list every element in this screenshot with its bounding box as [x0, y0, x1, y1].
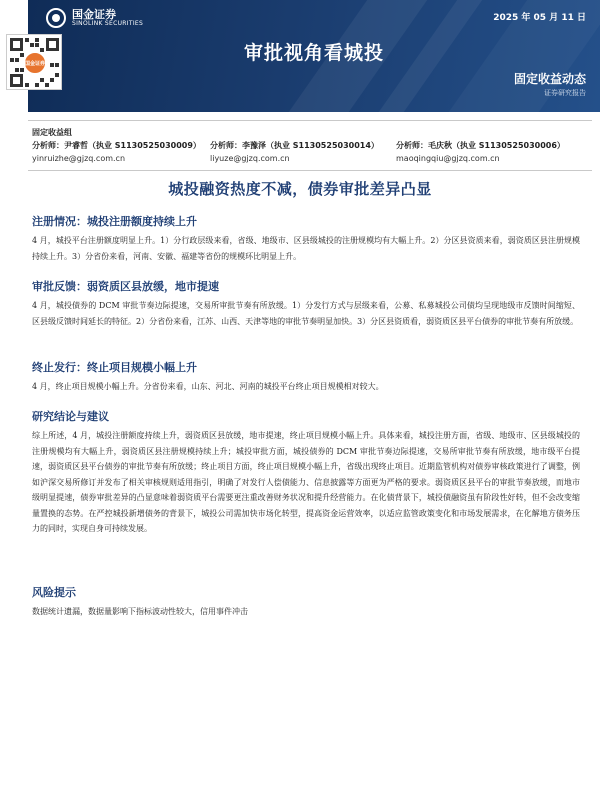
- section-body: 综上所述，4 月，城投注册额度持续上升，弱资质区县放缓，地市提速，终止项目规模小幅上升。具体来看，城投注册方面，省级、地级市、区县级城投的注册规模均有大幅上升，弱资质区县注册规模持续上升；城投审批方面，城投债券的 DCM 审批节奏边际提速，交易所审批节奏有所放缓，地市级平台提速，弱资质区县平台债券的审批节奏有所放缓；终止项目方面，终止项目规模小幅上升，省级出现终止项目。近期监管机构对债券审核政策进行了调整，例如沪深交易所修订并发布了相关审核规则适用指引，明确了对发行人偿债能力、信息披露等方面更为严格的要求。弱资质区县平台的审批节奏放缓，而地市级明显提速，债券审批差异的凸显意味着弱资质平台需要更注重改善财务状况和提升经营能力。在化债背景下，城投债融资虽有阶段性好转，但不会改变缩量置换的态势。在严控城投新增债务的背景下，城投公司需加快市场化转型，提高资金运营效率，以适应监管政策变化和市场发展需求，在化解地方债务压力的同时，实现自身可持续发展。: [32, 431, 580, 533]
- qr-module: [25, 83, 29, 87]
- qr-module: [20, 53, 24, 57]
- team-name: 固定收益组: [32, 128, 72, 137]
- analyst-email[interactable]: yinruizhe@gjzq.com.cn: [32, 154, 126, 163]
- logo-icon: [46, 8, 66, 28]
- section-approval: [32, 278, 580, 329]
- analyst-name: 分析师：李豫泽（执业 S1130525030014）: [210, 141, 379, 150]
- qr-module: [25, 38, 29, 42]
- section-body: 4 月，终止项目规模小幅上升。分省份来看，山东、河北、河南的城投平台终止项目规模相对较大。: [32, 382, 384, 391]
- qr-module: [35, 83, 39, 87]
- qr-center-logo: [23, 51, 47, 75]
- qr-module: [15, 58, 19, 62]
- qr-module: [50, 63, 54, 67]
- qr-finder-mark: [10, 74, 23, 87]
- report-category: 固定收益动态: [513, 72, 586, 86]
- section-heading: 研究结论与建议: [32, 410, 109, 423]
- divider: [28, 120, 592, 121]
- section-termination: [32, 359, 580, 395]
- report-type: 证券研究报告: [544, 89, 586, 97]
- company-logo: [46, 8, 143, 28]
- analyst-name: 分析师：毛庆秋（执业 S1130525030006）: [396, 141, 565, 150]
- analyst-email[interactable]: liyuze@gjzq.com.cn: [210, 154, 290, 163]
- section-heading: 审批反馈：弱资质区县放缓，地市提速: [32, 280, 219, 293]
- qr-module: [55, 73, 59, 77]
- report-date: 2025 年 05 月 11 日: [493, 13, 586, 23]
- qr-module: [10, 58, 14, 62]
- analyst-email[interactable]: maoqingqiu@gjzq.com.cn: [396, 154, 500, 163]
- qr-module: [15, 68, 19, 72]
- analyst-name: 分析师：尹睿哲（执业 S1130525030009）: [32, 141, 201, 150]
- analyst-entry: [32, 140, 210, 163]
- logo-name-cn: 国金证券: [72, 7, 116, 21]
- section-risk: [32, 584, 580, 620]
- qr-module: [55, 63, 59, 67]
- section-body: 数据统计遗漏，数据量影响下指标波动性较大，信用事件冲击: [32, 607, 248, 616]
- report-headline: 城投融资热度不减，债券审批差异凸显: [168, 180, 432, 198]
- analyst-entry: [210, 140, 396, 163]
- report-title: 审批视角看城投: [243, 42, 384, 64]
- analyst-entry: [396, 140, 582, 163]
- section-conclusion: [32, 408, 580, 537]
- report-banner: [28, 0, 600, 112]
- qr-finder-mark: [10, 38, 23, 51]
- qr-module: [35, 38, 39, 42]
- qr-finder-mark: [46, 38, 59, 51]
- divider: [28, 170, 592, 171]
- section-body: 4 月，城投平台注册额度明显上升。1）分行政层级来看，省级、地级市、区县级城投的注册规模均有大幅上升。2）分区县资质来看，弱资质区县注册规模持续上升。3）分省份来看，河南、安徽、福建等省份的规模环比明显上升。: [32, 236, 580, 261]
- qr-module: [40, 78, 44, 82]
- qr-center-label: 国金证券: [25, 60, 46, 67]
- section-body: 4 月，城投债券的 DCM 审批节奏边际提速，交易所审批节奏有所放缓。1）分发行方式与层级来看，公募、私募城投公司债均呈现地级市反馈时间缩短、区县级反馈时间延长的特征。2）分省份来看，江苏、山西、天津等地的审批节奏明显加快。3）分区县资质看，弱资质区县平台债券的审批节奏有所放缓。: [32, 301, 580, 326]
- section-heading: 终止发行：终止项目规模小幅上升: [32, 361, 197, 374]
- qr-module: [45, 83, 49, 87]
- qr-code-icon: [6, 34, 62, 90]
- qr-module: [35, 43, 39, 47]
- section-registration: [32, 213, 580, 264]
- logo-name-en: SINOLINK SECURITIES: [72, 19, 144, 27]
- section-heading: 注册情况：城投注册额度持续上升: [32, 215, 197, 228]
- qr-module: [30, 43, 34, 47]
- qr-module: [50, 78, 54, 82]
- section-heading: 风险提示: [32, 586, 76, 599]
- analyst-block: [32, 127, 592, 163]
